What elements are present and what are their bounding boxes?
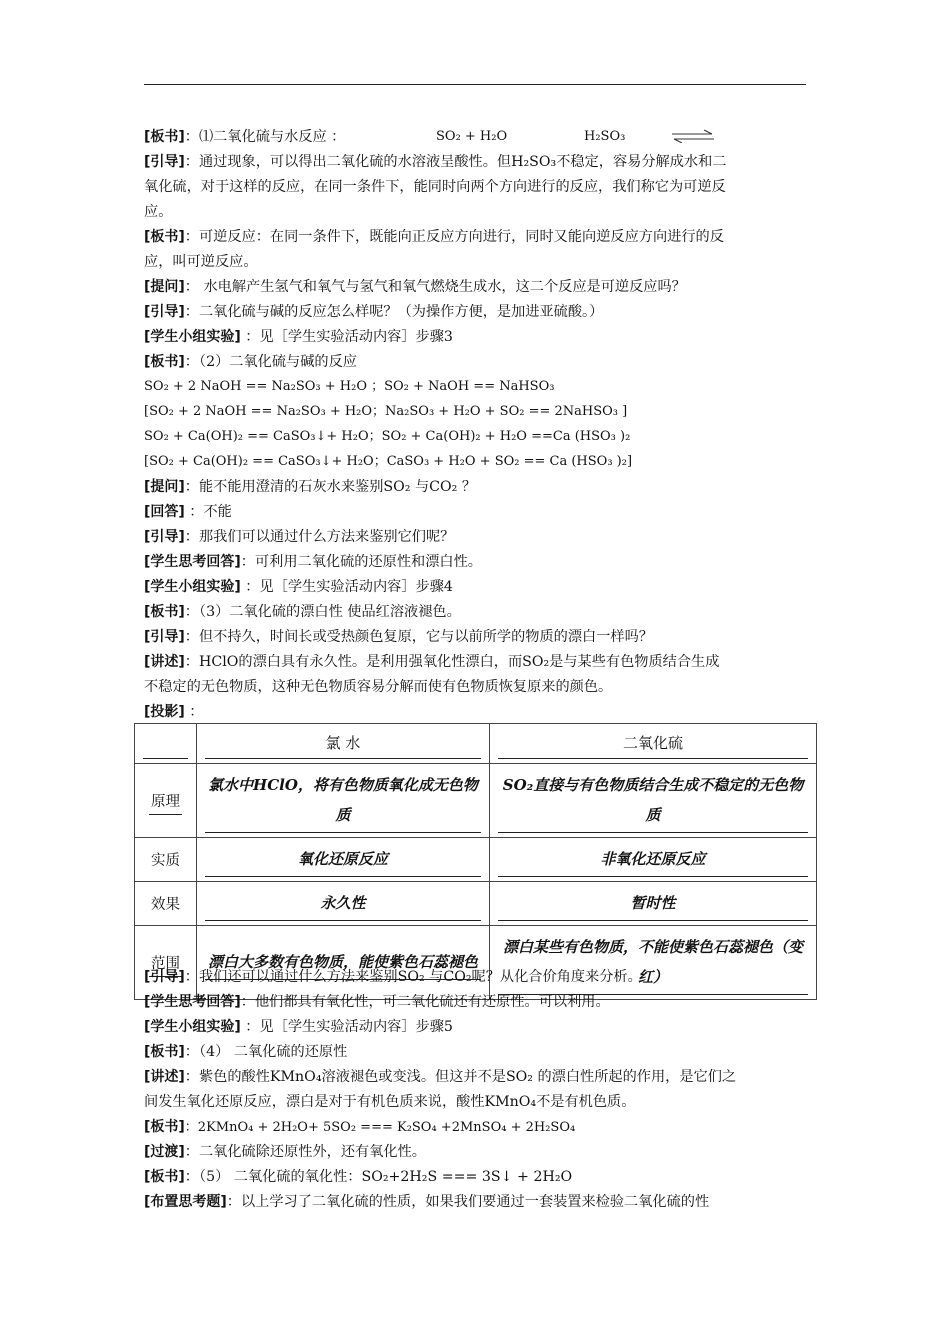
label-narration: [讲述]	[144, 654, 185, 670]
line-text: ：（2）二氧化硫与碱的反应	[184, 354, 357, 370]
line-26	[144, 992, 808, 1012]
line-text: ：（4） 二氧化硫的还原性	[184, 1044, 348, 1060]
line-10	[144, 352, 808, 372]
line-20	[144, 602, 808, 622]
label-student-answer: [学生思考回答]	[144, 994, 241, 1010]
line-8	[144, 302, 808, 322]
line-11	[144, 377, 808, 397]
line-29	[144, 1067, 808, 1087]
equation-reactants: SO₂ + H₂O	[436, 129, 508, 144]
line-19	[144, 577, 808, 597]
line-3	[144, 177, 808, 197]
cell-so2: 暂时性	[490, 882, 817, 926]
line-text: 应。	[144, 204, 173, 220]
line-text: ：见［学生实验活动内容］步骤3	[240, 329, 453, 345]
line-text: ：通过现象，可以得出二氧化硫的水溶液呈酸性。但H₂SO₃不稳定，容易分解成水和二	[184, 154, 727, 170]
cell-so2: 漂白某些有色物质，不能使紫色石蕊褪色（变红）	[490, 926, 817, 1000]
line-14	[144, 452, 808, 472]
line-24	[144, 702, 808, 722]
equation-line: [SO₂ + Ca(OH)₂ == CaSO₃↓+ H₂O；CaSO₃ + H₂O + SO₂ == Ca (HSO₃ )₂]	[144, 454, 633, 469]
label-guide: [引导]	[144, 304, 185, 320]
header-rule	[144, 84, 806, 85]
line-12	[144, 402, 808, 422]
table-header-row	[135, 724, 817, 764]
table-row	[135, 764, 817, 838]
line-23	[144, 677, 808, 697]
line-6	[144, 252, 808, 272]
label-experiment: [学生小组实验]	[144, 579, 241, 595]
label-question: [提问]	[144, 479, 185, 495]
line-text: ：HClO的漂白具有永久性。是利用强氧化性漂白，而SO₂是与某些有色物质结合生成	[184, 654, 720, 670]
row-label: 效果	[135, 882, 197, 926]
comparison-table	[134, 723, 817, 1000]
line-7	[144, 277, 808, 297]
line-text: ：（5） 二氧化硫的氧化性：SO₂+2H₂S === 3S↓ + 2H₂O	[184, 1169, 573, 1185]
line-22	[144, 652, 808, 672]
label-board: [板书]	[144, 129, 185, 145]
label-board: [板书]	[144, 1119, 185, 1135]
line-text: ：紫色的酸性KMnO₄溶液褪色或变浅。但这并不是SO₂ 的漂白性所起的作用，是它们之	[184, 1069, 737, 1085]
row-label: 实质	[135, 838, 197, 882]
cell-chlorine: 氧化还原反应	[197, 838, 490, 882]
line-text: ：见［学生实验活动内容］步骤5	[240, 1019, 453, 1035]
row-label: 范围	[135, 926, 197, 1000]
line-18	[144, 552, 808, 572]
label-board: [板书]	[144, 604, 185, 620]
line-16	[144, 502, 808, 522]
equation-product: H₂SO₃	[584, 129, 626, 144]
cell-so2: 非氧化还原反应	[490, 838, 817, 882]
label-narration: [讲述]	[144, 1069, 185, 1085]
table-row	[135, 882, 817, 926]
label-transition: [过渡]	[144, 1144, 185, 1160]
line-text: 氧化硫，对于这样的反应，在同一条件下，能同时向两个方向进行的反应，我们称它为可逆反	[144, 179, 726, 195]
line-text: ：能不能用澄清的石灰水来鉴别SO₂ 与CO₂ ？	[184, 479, 477, 495]
line-27	[144, 1017, 808, 1037]
table-row	[135, 838, 817, 882]
line-21	[144, 627, 808, 647]
label-experiment: [学生小组实验]	[144, 1019, 241, 1035]
label-guide: [引导]	[144, 154, 185, 170]
line-33	[144, 1167, 808, 1187]
table-header-chlorine: 氯 水	[197, 724, 490, 764]
line-text: 应，叫可逆反应。	[144, 254, 258, 270]
label-guide: [引导]	[144, 529, 185, 545]
cell-chlorine: 氯水中HClO，将有色物质氧化成无色物质	[197, 764, 490, 838]
line-text: ：可利用二氧化硫的还原性和漂白性。	[240, 554, 482, 570]
line-text: ：他们都具有氧化性，可二氧化硫还有还原性。可以利用。	[240, 994, 610, 1010]
label-board: [板书]	[144, 229, 185, 245]
line-text: ：以上学习了二氧化硫的性质，如果我们要通过一套装置来检验二氧化硫的性	[226, 1194, 710, 1210]
reversible-arrow-icon	[672, 129, 714, 143]
table-row	[135, 926, 817, 1000]
cell-chlorine: 永久性	[197, 882, 490, 926]
line-text: 不稳定的无色物质，这种无色物质容易分解而使有色物质恢复原来的颜色。	[144, 679, 613, 695]
line-2	[144, 152, 808, 172]
label-guide: [引导]	[144, 629, 185, 645]
label-board: [板书]	[144, 1044, 185, 1060]
line-34	[144, 1192, 808, 1212]
table-header-so2: 二氧化硫	[490, 724, 817, 764]
line-13	[144, 427, 808, 447]
line-text: ：不能	[184, 504, 232, 520]
label-projection: [投影]	[144, 704, 185, 720]
line-text: ：⑴二氧化硫与水反应 ：	[184, 129, 346, 145]
line-text: ：见［学生实验活动内容］步骤4	[240, 579, 453, 595]
equation-line: SO₂ + Ca(OH)₂ == CaSO₃↓+ H₂O；SO₂ + Ca(OH)₂ + H₂O ==Ca (HSO₃ )₂	[144, 429, 631, 444]
label-board: [板书]	[144, 354, 185, 370]
row-label: 原理	[135, 764, 197, 838]
equation-line: SO₂ + 2 NaOH == Na₂SO₃ + H₂O ；SO₂ + NaOH == NaHSO₃	[144, 379, 555, 394]
line-text: ：那我们可以通过什么方法来鉴别它们呢？	[184, 529, 455, 545]
line-25	[144, 967, 808, 987]
line-31	[144, 1117, 808, 1138]
label-board: [板书]	[144, 1169, 185, 1185]
label-student-answer: [学生思考回答]	[144, 554, 241, 570]
line-text: ：（3）二氧化硫的漂白性 使品红溶液褪色。	[184, 604, 461, 620]
line-32	[144, 1142, 808, 1162]
line-4	[144, 202, 808, 222]
equation-line: [SO₂ + 2 NaOH == Na₂SO₃ + H₂O；Na₂SO₃ + H₂O + SO₂ == 2NaHSO₃ ]	[144, 404, 628, 419]
label-assignment: [布置思考题]	[144, 1194, 227, 1210]
line-9	[144, 327, 808, 347]
line-text: 间发生氧化还原反应，漂白是对于有机色质来说，酸性KMnO₄不是有机色质。	[144, 1094, 636, 1110]
cell-chlorine: 漂白大多数有色物质，能使紫色石蕊褪色	[197, 926, 490, 1000]
line-text: ：可逆反应：在同一条件下，既能向正反应方向进行，同时又能向逆反应方向进行的反	[184, 229, 724, 245]
line-text: ：我们还可以通过什么方法来鉴别SO₂ 与CO₂呢？从化合价角度来分析。	[184, 969, 642, 985]
line-30	[144, 1092, 808, 1112]
line-28	[144, 1042, 808, 1062]
equation-line: ：2KMnO₄ + 2H₂O+ 5SO₂ === K₂SO₄ +2MnSO₄ + 2H₂SO₄	[184, 1120, 576, 1135]
label-guide: [引导]	[144, 969, 185, 985]
table-header-empty	[135, 724, 197, 764]
line-text: ：二氧化硫除还原性外，还有氧化性。	[184, 1144, 426, 1160]
line-15	[144, 477, 808, 497]
label-question: [提问]	[144, 279, 185, 295]
line-5	[144, 227, 808, 247]
line-17	[144, 527, 808, 547]
cell-so2: SO₂直接与有色物质结合生成不稳定的无色物质	[490, 764, 817, 838]
line-text: ： 水电解产生氢气和氧气与氢气和氧气燃烧生成水，这二个反应是可逆反应吗？	[184, 279, 686, 295]
line-1	[144, 127, 808, 147]
label-answer: [回答]	[144, 504, 185, 520]
line-text: ：	[184, 704, 204, 720]
line-text: ：二氧化硫与碱的反应怎么样呢？（为操作方便，是加进亚硫酸。）	[184, 304, 604, 320]
line-text: ：但不持久，时间长或受热颜色复原，它与以前所学的物质的漂白一样吗？	[184, 629, 653, 645]
label-experiment: [学生小组实验]	[144, 329, 241, 345]
